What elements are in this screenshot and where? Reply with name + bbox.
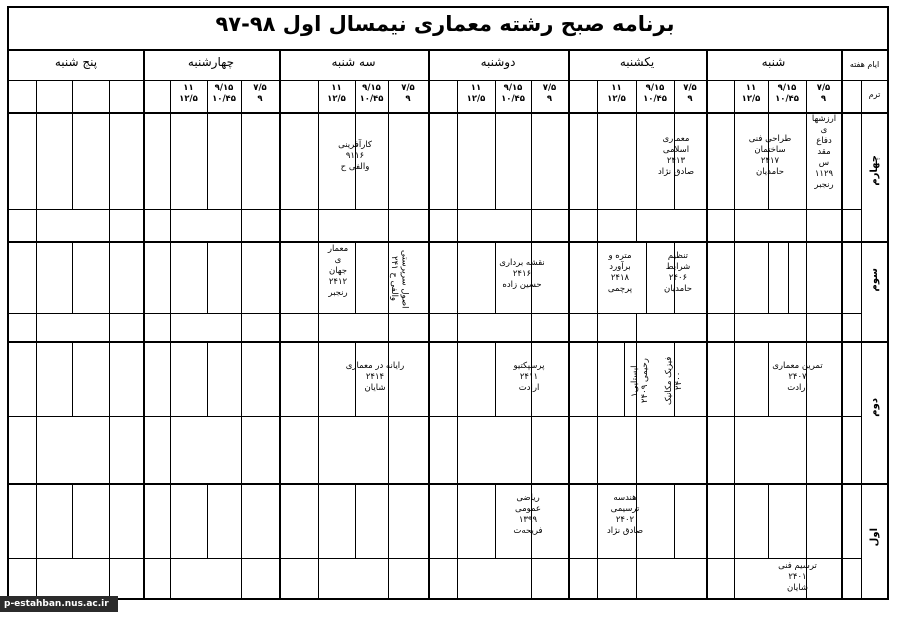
day-monday: دوشنبه [480,55,516,69]
time-slot [531,83,568,106]
grid-line-v [734,341,735,416]
grid-line-v [318,313,319,341]
grid-line-v [457,558,458,600]
time-slot-end: ۱۲/۵ [179,94,198,105]
grid-line-v [170,209,171,241]
grid-line-h [7,416,861,417]
grid-line-v [806,241,807,313]
grid-line-v [318,209,319,241]
time-slot-start: ۷/۵ [253,83,267,93]
grid-line-v [109,209,110,241]
grid-line-v [241,313,242,341]
grid-line-v [109,341,110,416]
grid-line-v [734,416,735,483]
grid-line-v [355,483,356,558]
grid-line-v [457,341,458,416]
grid-line-v [457,241,458,313]
grid-line-v [109,483,110,558]
grid-line-v [72,483,73,558]
grid-line-h [7,209,861,210]
time-slot-start: ۷/۵ [816,83,831,93]
grid-line-v [636,558,637,600]
grid-line-v [636,209,637,241]
grid-line-v [241,483,242,558]
time-slot-end: ۱۰/۴۵ [501,94,525,105]
grid-line-h [7,241,889,243]
time-slot-end: ۱۲/۵ [607,94,626,105]
time-slot-start: ۹/۱۵ [214,83,234,93]
time-slot-end: ۱۲/۵ [466,94,486,105]
time-slot-end: ۱۰/۴۵ [212,94,236,105]
grid-line-v [241,209,242,241]
grid-line-v [806,112,807,209]
grid-line-v [457,112,458,209]
grid-line-v [109,112,110,209]
grid-line-v [36,241,37,313]
grid-line-v [457,416,458,483]
grid-line-v [734,483,735,558]
grid-line-v [109,416,110,483]
grid-line-v [428,49,430,600]
time-slot-end: ۱۰/۴۵ [643,94,667,105]
time-slot-start: ۹/۱۵ [362,83,381,93]
time-slot [355,83,388,106]
grid-line-v [806,483,807,558]
course-cell: کارآفرینی ۹۱۱۶ والفی ح [338,140,372,173]
time-slot [806,83,841,106]
time-slot [734,83,768,106]
term-2-label: دوم [869,398,880,417]
course-cell: ترسیم فنی ۲۴۰۱ شایان [778,561,817,594]
time-slot [170,83,207,106]
time-slot [768,83,806,106]
grid-line-h [7,49,889,51]
grid-line-v [36,416,37,483]
time-slot-start: ۱۱ [470,83,482,93]
grid-line-v [207,112,208,209]
grid-line-v [170,341,171,416]
course-cell: تمرین معماری ۲۴۰۷ ارادت [772,361,823,394]
grid-line-h [7,341,889,343]
grid-line-v [861,80,862,600]
grid-line-v [388,558,389,600]
grid-line-v [597,112,598,209]
course-cell: تنظیم شرایط ۲۴۰۶ حامدیان [663,251,693,295]
grid-line-h [7,112,889,114]
grid-line-v [318,416,319,483]
grid-line-v [36,80,37,112]
time-slot [636,83,674,106]
grid-line-v [841,49,843,600]
grid-line-v [36,209,37,241]
grid-line-v [457,483,458,558]
grid-line-v [706,241,707,313]
grid-line-v [241,558,242,600]
grid-line-v [636,416,637,483]
time-slot [495,83,531,106]
grid-line-h [7,313,861,314]
day-thursday: پنج شنبه [54,55,98,69]
grid-line-v [170,558,171,600]
time-slot-start: ۷/۵ [542,83,557,93]
course-cell: ریاضی عمومی ۱۳۹۹ فریحه‌ت [513,493,543,537]
grid-line-v [72,341,73,416]
grid-line-v [36,112,37,209]
grid-line-v [734,313,735,341]
time-slot-start: ۱۱ [331,83,342,93]
grid-line-v [568,49,570,600]
grid-line-v [109,558,110,600]
time-slot [388,83,428,106]
grid-line-v [36,341,37,416]
grid-line-v [241,112,242,209]
grid-line-v [624,341,625,416]
grid-line-v [495,112,496,209]
grid-line-v [734,241,735,313]
course-cell: رایانه در معماری ۲۴۱۴ شایان [345,361,405,394]
grid-line-v [531,416,532,483]
grid-line-v [768,483,769,558]
time-slot-end: ۹ [687,94,693,105]
grid-line-v [207,241,208,313]
grid-line-v [734,209,735,241]
grid-line-v [597,416,598,483]
course-cell-vertical: اصول سرپرستی ۲۴۱ والفی ح [389,249,410,309]
grid-line-v [531,558,532,600]
time-slot [241,83,279,106]
grid-line-v [279,49,281,600]
grid-line-v [531,209,532,241]
grid-line-v [388,416,389,483]
course-cell: نقشه برداری ۲۴۱۶ حسین زاده [499,258,545,291]
grid-line-v [788,241,789,313]
grid-line-v [388,209,389,241]
grid-line-v [318,558,319,600]
term-4-label: چهارم [869,155,880,186]
time-slot-start: ۹/۱۵ [777,83,797,93]
grid-line-v [388,313,389,341]
grid-line-v [457,209,458,241]
day-tuesday: سه شنبه [331,55,376,69]
time-slot-end: ۹ [257,94,263,105]
course-cell: معماری اسلامی ۲۴۱۳ صادق نژاد [657,134,695,178]
time-slot-end: ۹ [546,94,553,105]
course-cell-vertical: فیزیک مکانیک ۲۴۰۰ [664,356,685,406]
grid-line-v [36,558,37,600]
grid-line-v [170,416,171,483]
time-slot-start: ۱۱ [183,83,194,93]
day-wednesday: چهارشنبه [187,55,235,69]
time-slot-start: ۱۱ [611,83,622,93]
grid-line-v [241,241,242,313]
grid-line-v [646,241,647,313]
course-cell: طراحی فنی ساختمان ۲۴۱۷ حامدیان [748,134,792,178]
grid-line-v [207,483,208,558]
grid-line-v [109,80,110,112]
course-cell: ارزشها ی دفاع مقد س ۱۱۲۹ رنجبر [811,114,837,191]
time-slot-start: ۷/۵ [401,83,415,93]
grid-line-v [241,416,242,483]
time-slot-end: ۹ [820,94,827,105]
course-cell: پرسپکتیو ۲۴۱۱ ارادت [513,361,545,394]
grid-line-v [109,241,110,313]
grid-line-v [143,49,145,600]
grid-line-h [7,558,861,559]
page-title: برنامه صبح رشته معماری نیمسال اول ۹۸-۹۷ [215,12,675,36]
grid-line-v [734,558,735,600]
grid-line-v [170,313,171,341]
grid-line-v [170,112,171,209]
time-slot-start: ۹/۱۵ [503,83,523,93]
watermark-url: p-estahban.nus.ac.ir [0,596,118,612]
time-slot-end: ۱۲/۵ [327,94,346,105]
time-slot [207,83,241,106]
grid-line-v [318,112,319,209]
grid-line-v [806,313,807,341]
grid-line-v [674,483,675,558]
grid-line-v [388,483,389,558]
time-slot-start: ۱۱ [745,83,757,93]
course-cell-vertical: ایستایی۱ ۲۴۰۹ رحیمی [630,358,651,404]
grid-line-v [72,112,73,209]
grid-line-v [531,313,532,341]
day-saturday: شنبه [761,55,786,69]
grid-line-v [636,112,637,209]
grid-line-v [806,416,807,483]
grid-line-v [597,209,598,241]
grid-line-v [241,341,242,416]
time-slot-end: ۱۰/۴۵ [775,94,799,105]
grid-line-v [495,341,496,416]
time-slot [457,83,495,106]
term-label: ترم [868,90,881,99]
grid-line-v [207,341,208,416]
grid-line-h [7,483,889,485]
weekdays-label: ایام هفته [849,60,880,69]
grid-line-v [36,483,37,558]
time-slot-end: ۱۲/۵ [741,94,761,105]
grid-line-h [7,80,889,81]
grid-line-v [457,313,458,341]
grid-line-v [170,483,171,558]
time-slot-end: ۹ [405,94,411,105]
term-1-label: اول [869,528,880,547]
grid-line-v [636,313,637,341]
day-sunday: یکشنبه [619,55,655,69]
grid-line-v [706,49,708,600]
grid-line-v [72,80,73,112]
grid-line-v [597,313,598,341]
grid-line-v [318,341,319,416]
time-slot [318,83,355,106]
grid-line-v [597,341,598,416]
time-slot-start: ۷/۵ [683,83,697,93]
time-slot-start: ۹/۱۵ [645,83,665,93]
grid-line-v [768,241,769,313]
time-slot [597,83,636,106]
grid-line-v [72,241,73,313]
grid-line-v [531,112,532,209]
time-slot [674,83,706,106]
course-cell: معمار ی جهان ۲۴۱۲ رنجبر [327,244,349,299]
grid-line-v [806,209,807,241]
grid-line-v [109,313,110,341]
grid-line-v [170,241,171,313]
grid-line-v [597,558,598,600]
course-cell: متره و برآورد ۲۴۱۸ پرچمی [607,251,633,295]
course-cell: هندسه ترسیمی ۲۴۰۲ صادق نژاد [606,493,644,537]
term-3-label: سوم [869,268,880,292]
grid-line-v [318,483,319,558]
time-slot-end: ۱۰/۴۵ [359,94,384,105]
grid-line-v [36,313,37,341]
